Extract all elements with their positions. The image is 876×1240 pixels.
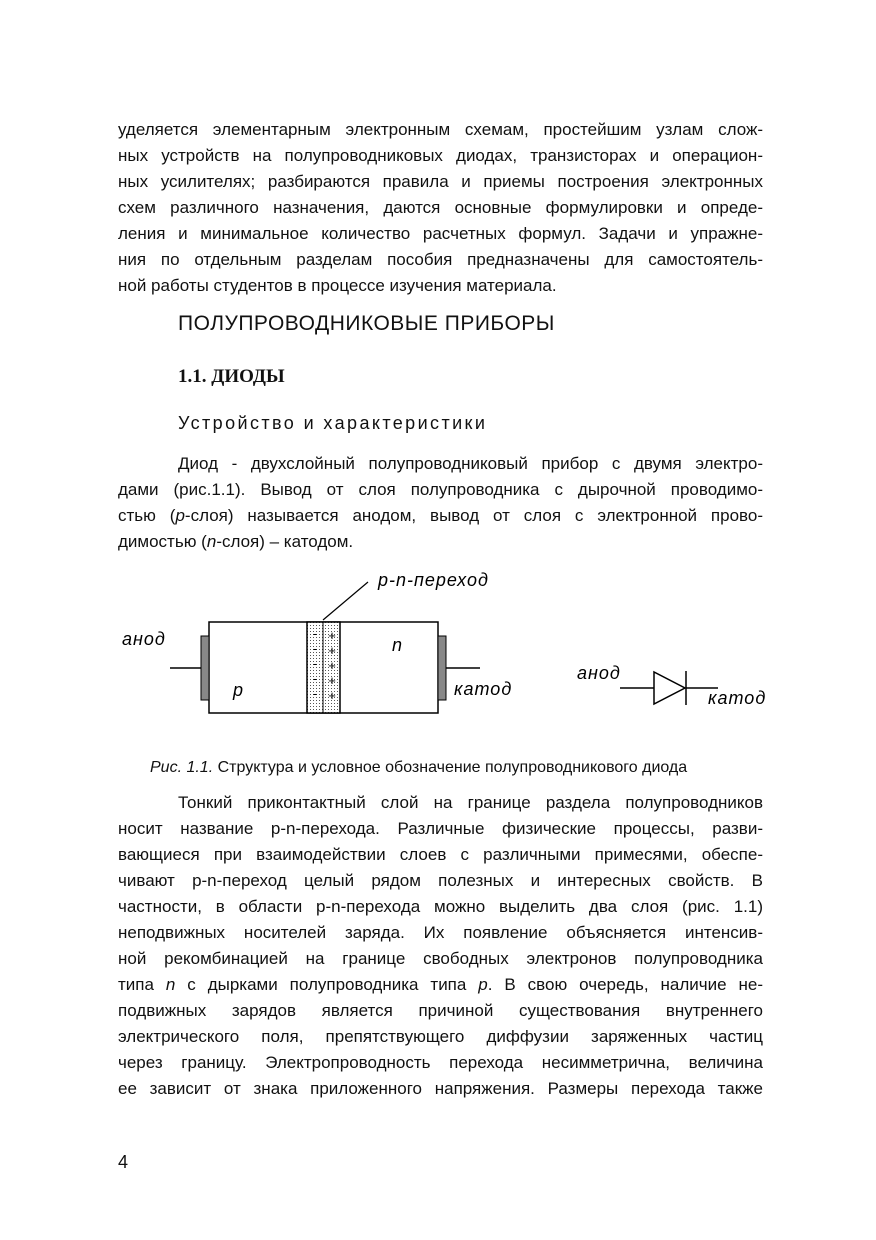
text-line: через границу. Электропроводность перехода несимметрична, величина: [118, 1053, 763, 1072]
minus-sign: -: [312, 686, 318, 701]
text-line: подвижных зарядов является причиной существования внутреннего: [118, 1001, 763, 1020]
intro-paragraph: [118, 117, 763, 299]
text-line: схем различного назначения, даются основные формулировки и опреде-: [118, 198, 763, 217]
anode-electrode: [201, 636, 209, 700]
subsection-title: Устройство и характеристики: [178, 413, 488, 433]
plus-sign: +: [328, 643, 336, 658]
text-line: ления и минимальное количество расчетных формул. Задачи и упражне-: [118, 224, 763, 243]
diode-figure: [0, 560, 876, 750]
text-line: дами (рис.1.1). Вывод от слоя полупроводника с дырочной проводимо-: [118, 480, 763, 499]
text-fragment: с дырками полупроводника типа: [175, 975, 479, 994]
text-fragment: стью (: [118, 506, 176, 525]
plus-sign: +: [328, 673, 336, 688]
symbol-anode-label: анод: [577, 663, 621, 683]
p-region-label: p: [233, 680, 244, 700]
diode-symbol-triangle: [654, 672, 685, 704]
text-line: неподвижных носителей заряда. Их появление объясняется интенсив-: [118, 923, 763, 942]
text-fragment: димостью (: [118, 532, 207, 551]
text-fragment: . В свою очередь, наличие не-: [487, 975, 763, 994]
text-line: [118, 972, 763, 998]
n-region-label: n: [392, 635, 403, 655]
plus-sign: +: [328, 628, 336, 643]
minus-sign: -: [312, 626, 318, 641]
junction-label: p-n-переход: [378, 570, 489, 590]
n-symbol: n: [165, 975, 176, 994]
junction-leader: [323, 582, 368, 620]
text-line: уделяется элементарным электронным схемам, простейшим узлам слож-: [118, 120, 763, 139]
text-fragment: -слоя) – катодом.: [216, 532, 354, 551]
minus-sign: -: [312, 671, 318, 686]
caption-text: Структура и условное обозначение полупроводникового диода: [213, 759, 688, 776]
section-title: 1.1. ДИОДЫ: [178, 366, 285, 387]
text-line: [118, 529, 763, 555]
figure-caption: [150, 759, 687, 777]
text-line: ния по отдельным разделам пособия предназначены для самостоятель-: [118, 250, 763, 269]
p-symbol: p: [478, 975, 488, 994]
body-paragraph: [118, 790, 763, 1102]
p-symbol: p: [175, 506, 185, 525]
text-line: носит название p-n-перехода. Различные физические процессы, разви-: [118, 819, 763, 838]
minus-sign: -: [312, 641, 318, 656]
text-line: [118, 503, 763, 529]
minus-sign: -: [312, 656, 318, 671]
anode-label: анод: [122, 629, 166, 649]
definition-paragraph: [118, 451, 763, 555]
text-line: ее зависит от знака приложенного напряжения. Размеры перехода также: [118, 1079, 763, 1098]
chapter-title: ПОЛУПРОВОДНИКОВЫЕ ПРИБОРЫ: [178, 312, 555, 335]
plus-sign: +: [328, 688, 336, 703]
text-line: ной рекомбинацией на границе свободных электронов полупроводника: [118, 949, 763, 968]
text-fragment: -слоя) называется анодом, вывод от слоя с электронной прово-: [184, 506, 764, 525]
cathode-label: катод: [454, 679, 513, 699]
text-line: Тонкий приконтактный слой на границе раздела полупроводников: [178, 793, 763, 812]
text-line: ных устройств на полупроводниковых диодах, транзисторах и операцион-: [118, 146, 763, 165]
symbol-cathode-label: катод: [708, 688, 767, 708]
text-line: чивают p-n-переход целый рядом полезных и интересных свойств. В: [118, 871, 763, 890]
caption-prefix: Рис. 1.1.: [150, 759, 214, 776]
text-line: ной работы студентов в процессе изучения материала.: [118, 276, 557, 295]
text-line: частности, в области p-n-перехода можно выделить два слоя (рис. 1.1): [118, 897, 763, 916]
text-line: вающиеся при взаимодействии слоев с различными примесями, обеспе-: [118, 845, 763, 864]
page-number: 4: [118, 1152, 129, 1172]
n-symbol: n: [206, 532, 217, 551]
text-fragment: типа: [118, 975, 166, 994]
text-line: ных усилителях; разбираются правила и приемы построения электронных: [118, 172, 763, 191]
text-line: электрического поля, препятствующего диффузии заряженных частиц: [118, 1027, 763, 1046]
cathode-electrode: [438, 636, 446, 700]
text-line: Диод - двухслойный полупроводниковый прибор с двумя электро-: [178, 454, 763, 473]
plus-sign: +: [328, 658, 336, 673]
